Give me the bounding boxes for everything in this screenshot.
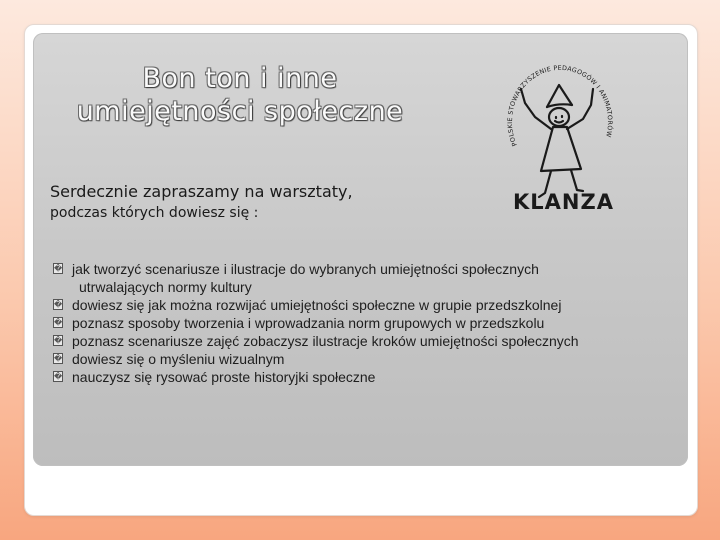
list-item [53,260,678,296]
title-line-2: umiejętności społeczne [76,96,404,127]
bullet-icon: � [54,372,63,381]
bullet-icon: � [54,300,63,309]
svg-text:POLSKIE STOWARZYSZENIE PEDAGOG [507,65,615,147]
list-item [53,332,678,350]
list-item-text: poznasz scenariusze zajęć zobaczysz ilustracje kroków umiejętności społecznych [72,333,579,349]
title-line-1: Bon ton i inne [142,63,338,94]
intro-line-1: Serdecznie zapraszamy na warsztaty, [50,182,353,201]
list-item-text: dowiesz się jak można rozwijać umiejętności społeczne w grupie przedszkolnej [72,297,562,313]
list-item [53,314,678,332]
list-item-text: dowiesz się o myśleniu wizualnym [72,351,285,367]
list-item [53,368,678,386]
bullet-icon: � [54,264,63,273]
bullet-icon: � [54,318,63,327]
list-item-text-continued: utrwalających normy kultury [79,279,252,295]
juggler-figure-icon [521,85,593,197]
slide-title [40,62,440,128]
list-item-text: poznasz sposoby tworzenia i wprowadzania norm grupowych w przedszkolu [72,315,545,331]
intro-line-2: podczas których dowiesz się : [50,205,259,221]
bullet-icon: � [54,354,63,363]
logo-wordmark: KLANZA [513,190,614,214]
bullet-icon: � [54,336,63,345]
list-item [53,350,678,368]
list-item-text: nauczysz się rysować proste historyjki społeczne [72,369,376,385]
list-item [53,296,678,314]
list-item-text: jak tworzyć scenariusze i ilustracje do wybranych umiejętności społecznych [72,261,539,277]
bullet-list [53,260,678,386]
logo-arc-text: POLSKIE STOWARZYSZENIE PEDAGOGÓW I ANIMATORÓW [506,64,614,148]
